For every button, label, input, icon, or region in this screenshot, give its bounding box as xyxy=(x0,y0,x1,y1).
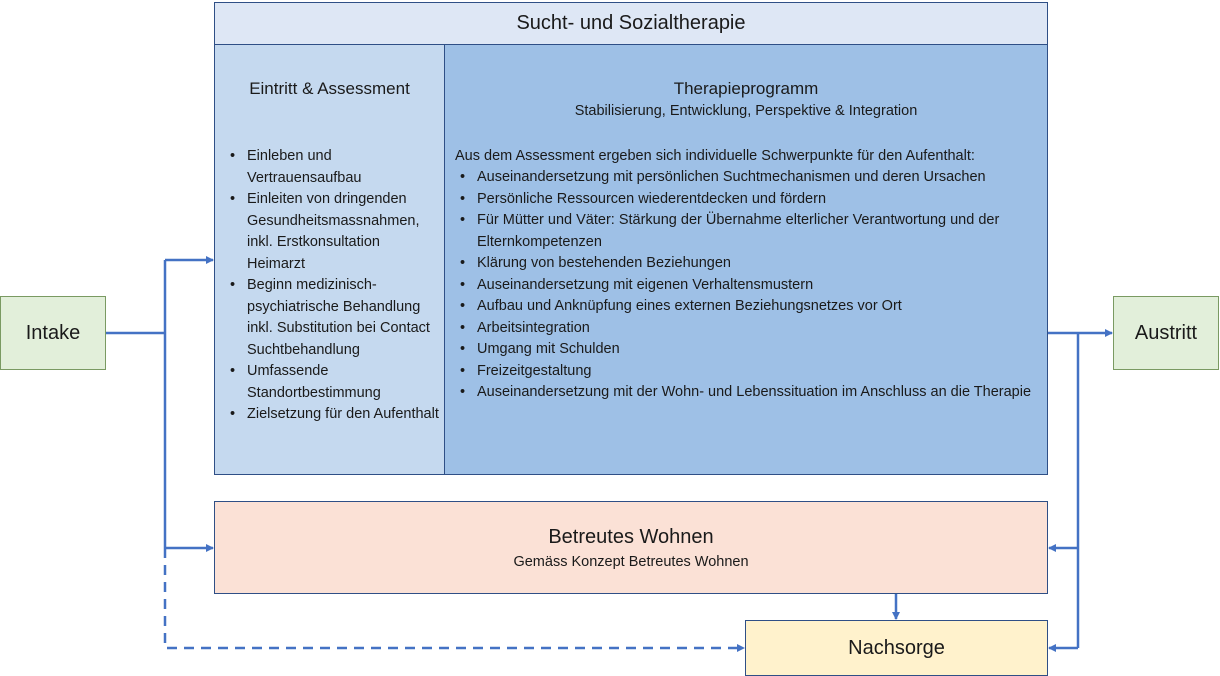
list-item: • Arbeitsintegration xyxy=(455,318,1040,340)
assessment-title: Eintritt & Assessment xyxy=(249,79,410,98)
intake-box xyxy=(0,296,106,370)
header-title: Sucht- und Sozialtherapie xyxy=(516,12,746,34)
austritt-label: Austritt xyxy=(1134,321,1198,344)
list-item: • Klärung von bestehenden Beziehungen xyxy=(455,253,1040,275)
austritt-box xyxy=(1113,296,1219,370)
list-item: • Beginn medizinisch-psychiatrische Behandlung inkl. Substitution bei Contact Suchtbehandlung xyxy=(225,275,440,361)
list-item: • Aufbau und Anknüpfung eines externen Beziehungsnetzes vor Ort xyxy=(455,296,1040,318)
list-item: • Umgang mit Schulden xyxy=(455,339,1040,361)
wohnen-subtitle: Gemäss Konzept Betreutes Wohnen xyxy=(513,553,749,570)
list-item: • Auseinandersetzung mit der Wohn- und Lebenssituation im Anschluss an die Therapie xyxy=(455,382,1040,404)
list-item: • Umfassende Standortbestimmung xyxy=(225,361,440,404)
assessment-list xyxy=(225,146,440,426)
list-item: • Auseinandersetzung mit eigenen Verhaltensmustern xyxy=(455,275,1040,297)
wohnen-title: Betreutes Wohnen xyxy=(548,525,714,548)
list-item: • Freizeitgestaltung xyxy=(455,361,1040,383)
list-item: • Persönliche Ressourcen wiederentdecken und fördern xyxy=(455,189,1040,211)
list-item: • Zielsetzung für den Aufenthalt xyxy=(225,404,440,426)
list-item: • Einleiten von dringenden Gesundheitsmassnahmen, inkl. Erstkonsultation Heimarzt xyxy=(225,189,440,275)
list-item: • Auseinandersetzung mit persönlichen Suchtmechanismen und deren Ursachen xyxy=(455,167,1040,189)
program-box xyxy=(444,44,1048,475)
betreutes-wohnen-box xyxy=(214,501,1048,594)
program-intro: Aus dem Assessment ergeben sich individuelle Schwerpunkte für den Aufenthalt: xyxy=(455,148,975,164)
program-subtitle: Stabilisierung, Entwicklung, Perspektive & Integration xyxy=(574,103,918,119)
program-list xyxy=(455,167,1040,404)
header-box xyxy=(214,2,1048,45)
intake-label: Intake xyxy=(25,321,81,344)
nachsorge-box xyxy=(745,620,1048,676)
list-item: • Einleben und Vertrauensaufbau xyxy=(225,146,440,189)
assessment-box xyxy=(214,44,445,475)
program-title: Therapieprogramm xyxy=(673,79,819,98)
list-item: • Für Mütter und Väter: Stärkung der Übernahme elterlicher Verantwortung und der Elternkompetenzen xyxy=(455,210,1040,253)
nachsorge-label: Nachsorge xyxy=(848,636,945,659)
